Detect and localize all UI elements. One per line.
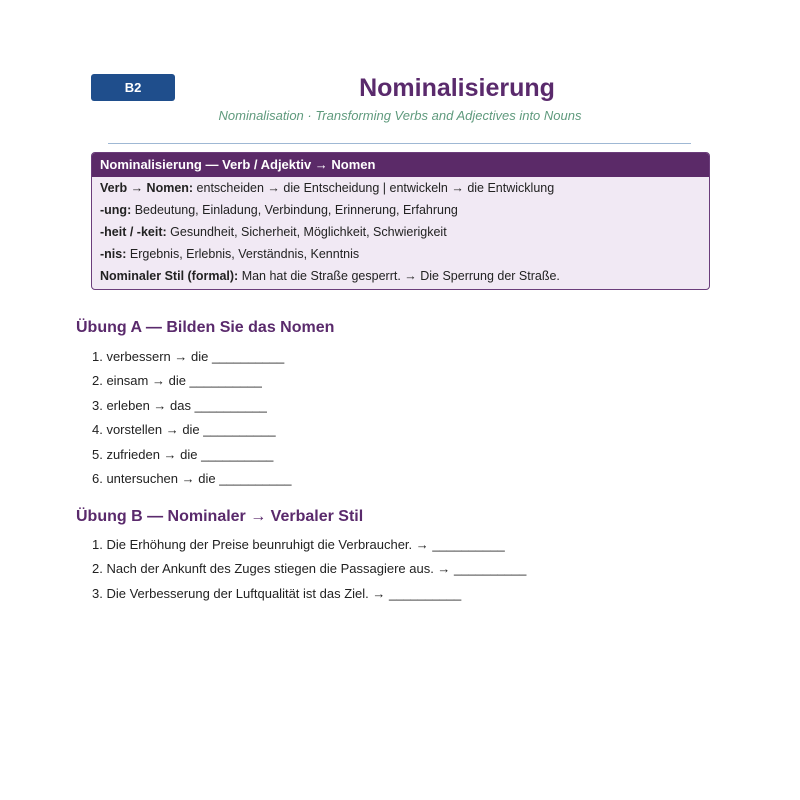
exercise-item: 1. Die Erhöhung der Preise beunruhigt die Verbraucher. → __________ — [92, 537, 505, 552]
exercise-item: 3. erleben → das __________ — [92, 397, 267, 413]
exercise-item: 3. Die Verbesserung der Luftqualität ist das Ziel. → __________ — [92, 585, 462, 601]
exercise-item: 1. verbessern → die __________ — [92, 349, 285, 364]
level-badge: B2 — [91, 74, 175, 101]
grammar-row — [92, 265, 709, 287]
exercise-item: 2. Nach der Ankunft des Zuges stiegen die Passagiere aus. → __________ — [92, 561, 527, 577]
grammar-row-text: Man hat die Straße gesperrt. → Die Sperrung der Straße. — [238, 269, 560, 283]
grammar-row-label: Verb → Nomen: — [100, 181, 194, 195]
page-title: Nominalisierung — [359, 74, 555, 102]
exercise-item: 2. einsam → die __________ — [92, 373, 262, 389]
exercise-b-heading: Übung B — Nominaler → Verbaler Stil — [76, 508, 364, 525]
grammar-row — [92, 177, 709, 199]
grammar-row — [92, 243, 709, 265]
exercise-b-list — [92, 533, 526, 606]
page-subtitle: Nominalisation · Transforming Verbs and Adjectives into Nouns — [218, 108, 582, 123]
exercise-a-heading: Übung A — Bilden Sie das Nomen — [76, 319, 335, 336]
grammar-row-label: Nominaler Stil (formal): — [100, 269, 239, 283]
title-divider — [108, 143, 691, 144]
exercise-item: 5. zufrieden → die __________ — [92, 446, 274, 462]
exercise-item: 4. vorstellen → die __________ — [92, 422, 276, 438]
grammar-row-text: Gesundheit, Sicherheit, Möglichkeit, Schwierigkeit — [166, 225, 447, 239]
exercise-item: 6. untersuchen → die __________ — [92, 470, 292, 486]
grammar-row-text: Ergebnis, Erlebnis, Verständnis, Kenntnis — [126, 247, 360, 261]
exercise-a-list — [92, 345, 292, 491]
grammar-row-text: entscheiden → die Entscheidung | entwickeln → die Entwicklung — [193, 181, 555, 195]
grammar-row — [92, 199, 709, 221]
grammar-row-label: -nis: — [100, 247, 127, 261]
grammar-box — [91, 152, 710, 290]
grammar-row-text: Bedeutung, Einladung, Verbindung, Erinnerung, Erfahrung — [131, 203, 458, 217]
grammar-row-label: -ung: — [100, 203, 132, 217]
grammar-box-title: Nominalisierung — Verb / Adjektiv → Nomen — [92, 153, 709, 177]
grammar-row — [92, 221, 709, 243]
grammar-row-label: -heit / -keit: — [100, 225, 167, 239]
